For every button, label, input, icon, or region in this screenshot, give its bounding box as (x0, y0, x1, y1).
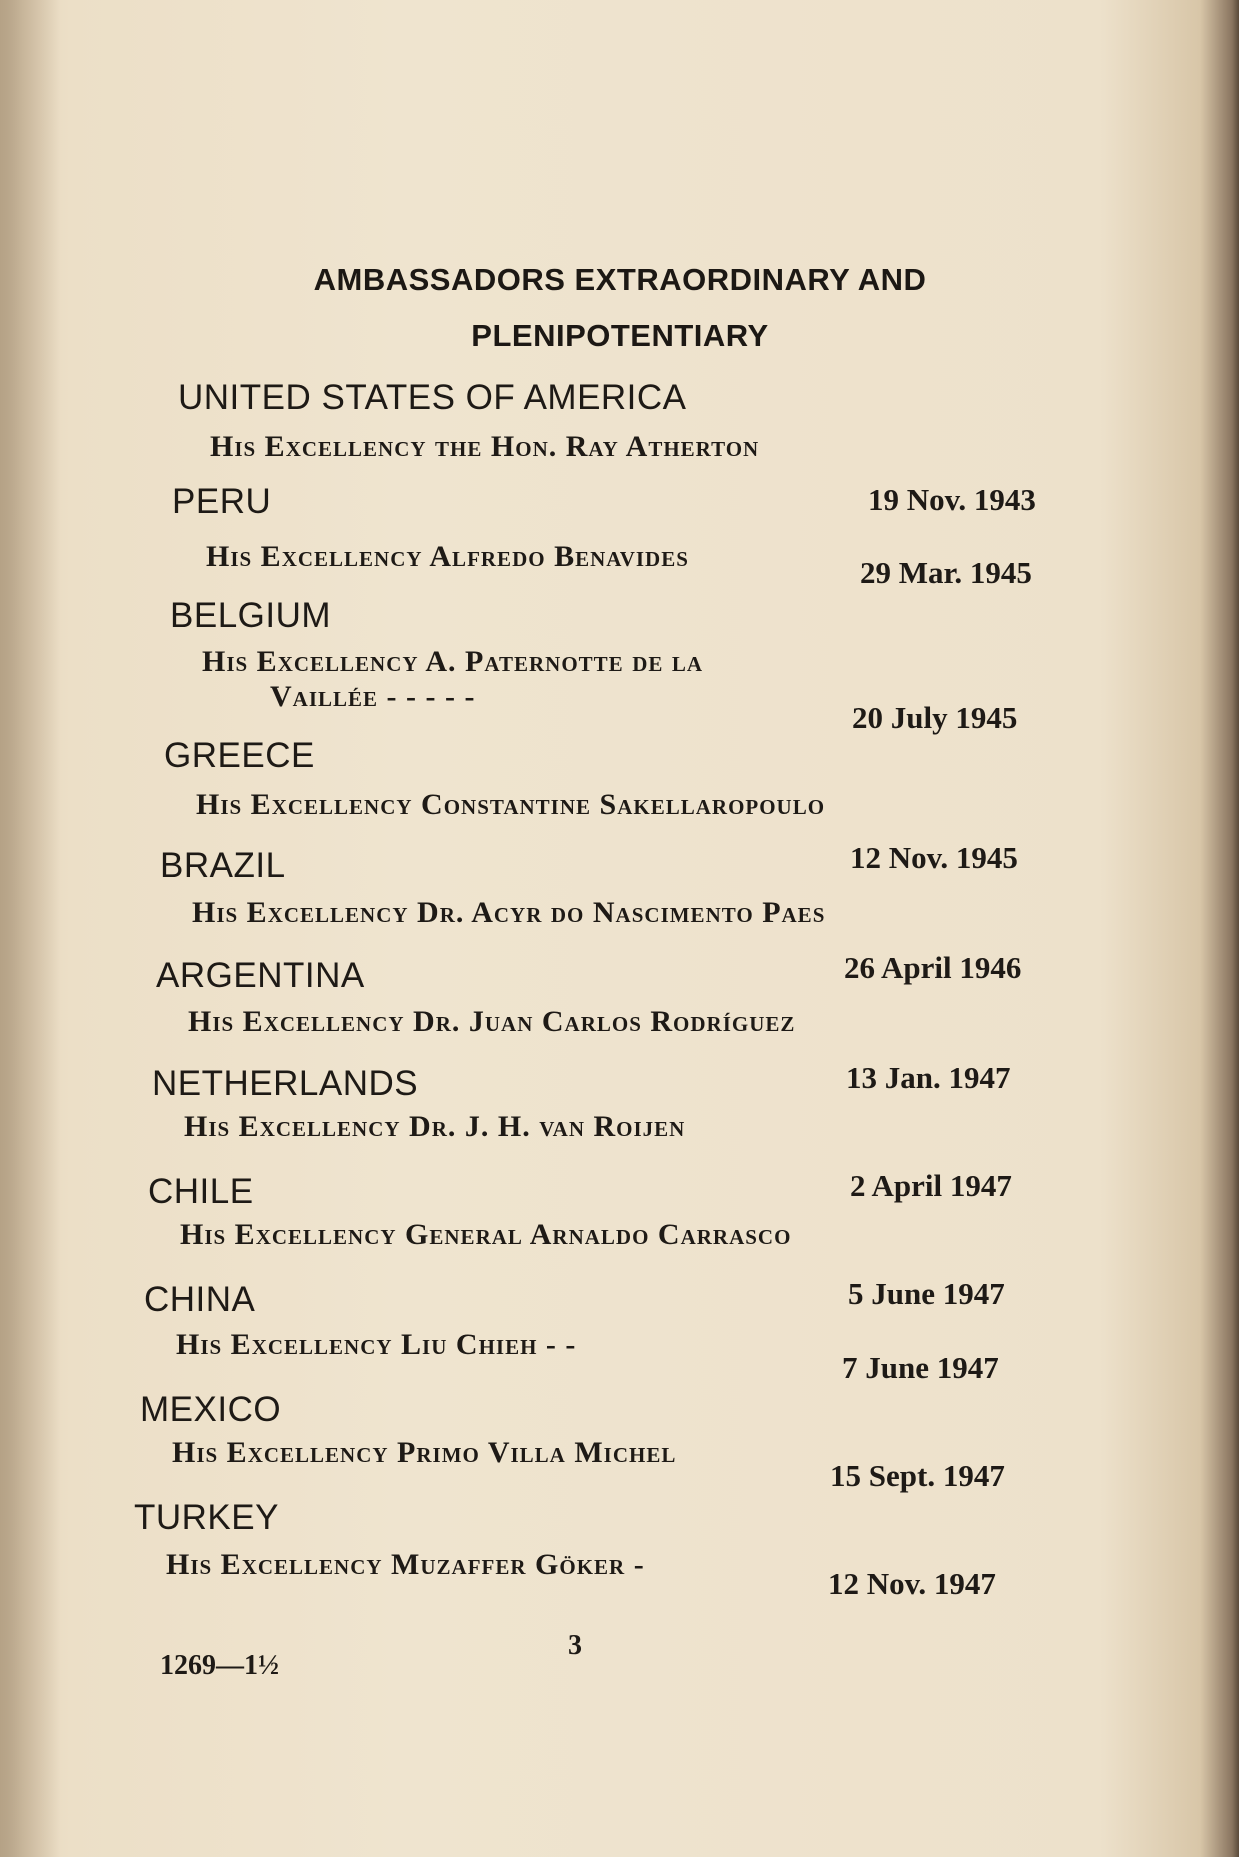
country-heading: CHINA (144, 1280, 256, 1319)
envoy-name: His Excellency Dr. J. H. van Roijen (184, 1110, 686, 1143)
print-code: 1269—1½ (160, 1650, 279, 1681)
appointment-date: 19 Nov. 1943 (868, 482, 1036, 517)
envoy-name: His Excellency Constantine Sakellaropoulo (196, 788, 826, 821)
envoy-name: His Excellency Dr. Juan Carlos Rodríguez (188, 1005, 796, 1038)
appointment-date: 29 Mar. 1945 (860, 555, 1032, 590)
envoy-name: His Excellency Dr. Acyr do Nascimento Paes (192, 896, 826, 929)
page-title: AMBASSADORS EXTRAORDINARY AND (313, 262, 927, 297)
envoy-name: His Excellency A. Paternotte de la (202, 645, 704, 678)
envoy-name-continued: Vaillée - - - - - (270, 680, 476, 713)
country-heading: GREECE (164, 736, 315, 775)
country-heading: MEXICO (140, 1390, 282, 1429)
country-heading: CHILE (148, 1172, 254, 1211)
appointment-date: 26 April 1946 (844, 950, 1022, 985)
appointment-date: 12 Nov. 1947 (828, 1566, 996, 1601)
country-heading: NETHERLANDS (152, 1064, 419, 1103)
country-heading: TURKEY (134, 1498, 279, 1537)
envoy-name: His Excellency General Arnaldo Carrasco (180, 1218, 792, 1251)
envoy-name: His Excellency Muzaffer Göker - (166, 1548, 645, 1581)
appointment-date: 2 April 1947 (850, 1168, 1012, 1203)
country-heading: ARGENTINA (156, 956, 365, 995)
country-heading: PERU (172, 482, 272, 521)
country-heading: BELGIUM (170, 596, 332, 635)
envoy-name: His Excellency Alfredo Benavides (206, 540, 689, 573)
appointment-date: 7 June 1947 (842, 1350, 999, 1385)
appointment-date: 5 June 1947 (848, 1276, 1005, 1311)
appointment-date: 15 Sept. 1947 (830, 1458, 1005, 1493)
appointment-date: 20 July 1945 (852, 700, 1018, 735)
page-title-line-2: PLENIPOTENTIARY (471, 318, 769, 353)
envoy-name: His Excellency Liu Chieh - - (176, 1328, 577, 1361)
appointment-date: 13 Jan. 1947 (846, 1060, 1011, 1095)
country-heading: UNITED STATES OF AMERICA (178, 378, 687, 417)
country-heading: BRAZIL (160, 846, 286, 885)
appointment-date: 12 Nov. 1945 (850, 840, 1018, 875)
page-number: 3 (568, 1630, 582, 1661)
envoy-name: His Excellency Primo Villa Michel (172, 1436, 677, 1469)
envoy-name: His Excellency the Hon. Ray Atherton (210, 430, 760, 463)
